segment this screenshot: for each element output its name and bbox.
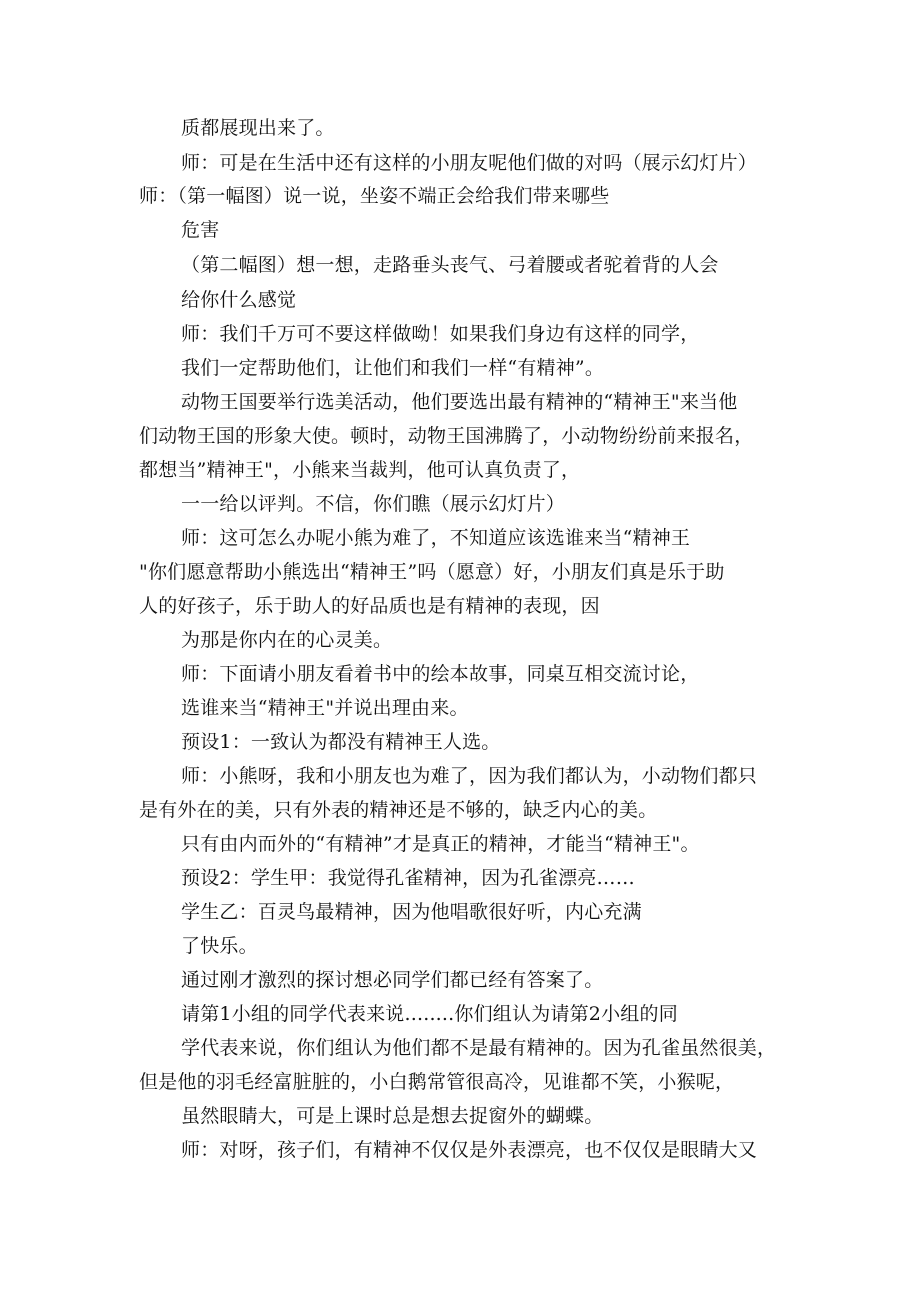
- text-line: 预设1：一致认为都没有精神王人选。: [181, 731, 501, 753]
- text-line: 给你什么感觉: [181, 289, 297, 311]
- text-line: 只有由内而外的“有精神”才是真正的精神，才能当“精神王"。: [181, 833, 700, 855]
- text-line: 师：小熊呀，我和小朋友也为难了，因为我们都认为，小动物们都只: [181, 765, 758, 787]
- text-line: 师：这可怎么办呢小熊为难了，不知道应该选谁来当“精神王: [181, 527, 691, 549]
- text-line: 是有外在的美，只有外表的精神还是不够的，缺乏内心的美。: [139, 799, 658, 821]
- text-line: 人的好孩子，乐于助人的好品质也是有精神的表现，因: [139, 595, 600, 617]
- text-line: 师：下面请小朋友看着书中的绘本故事，同桌互相交流讨论，: [181, 663, 700, 685]
- text-line: 了快乐。: [181, 935, 258, 957]
- text-line: 师：可是在生活中还有这样的小朋友呢他们做的对吗（展示幻灯片）: [181, 152, 758, 174]
- text-line: "你们愿意帮助小熊选出“精神王”吗（愿意）好，小朋友们真是乐于助: [139, 561, 725, 583]
- text-line: 动物王国要举行选美活动，他们要选出最有精神的“精神王"来当他: [181, 391, 738, 413]
- text-line: 师：对呀，孩子们，有精神不仅仅是外表漂亮，也不仅仅是眼睛大又: [181, 1139, 758, 1161]
- text-line: 虽然眼睛大，可是上课时总是想去捉窗外的蝴蝶。: [181, 1105, 604, 1127]
- text-line: 学代表来说，你们组认为他们都不是最有精神的。因为孔雀虽然很美，: [181, 1037, 777, 1059]
- text-line: 我们一定帮助他们，让他们和我们一样“有精神”。: [181, 357, 605, 379]
- text-line: 通过刚才激烈的探讨想必同学们都已经有答案了。: [181, 969, 604, 991]
- text-line: 们动物王国的形象大使。顿时，动物王国沸腾了，小动物纷纷前来报名，: [139, 425, 754, 447]
- text-line: 为那是你内在的心灵美。: [181, 629, 393, 651]
- text-line: （第二幅图）想一想，走路垂头丧气、弓着腰或者驼着背的人会: [181, 254, 719, 276]
- text-line: 但是他的羽毛经富脏脏的，小白鹅常管很高冷，见谁都不笑，小猴呢，: [139, 1071, 735, 1093]
- text-line: 危害: [181, 219, 220, 241]
- text-line: 选谁来当“精神王"并说出理由来。: [181, 697, 469, 719]
- text-line: 请第1小组的同学代表来说........你们组认为请第2小组的同: [181, 1003, 678, 1025]
- text-line: 预设2：学生甲：我觉得孔雀精神，因为孔雀漂亮……: [181, 867, 635, 889]
- text-line: 学生乙：百灵鸟最精神，因为他唱歌很好听，内心充满: [181, 901, 642, 923]
- text-line: 一一给以评判。不信，你们瞧（展示幻灯片）: [181, 493, 566, 515]
- text-line: 师：（第一幅图）说一说，坐姿不端正会给我们带来哪些: [139, 185, 610, 207]
- text-line: 质都展现出来了。: [181, 117, 335, 139]
- text-line: 都想当”精神王"，小熊来当裁判，他可认真负责了，: [139, 459, 581, 481]
- text-line: 师：我们千万可不要这样做呦！如果我们身边有这样的同学，: [181, 323, 700, 345]
